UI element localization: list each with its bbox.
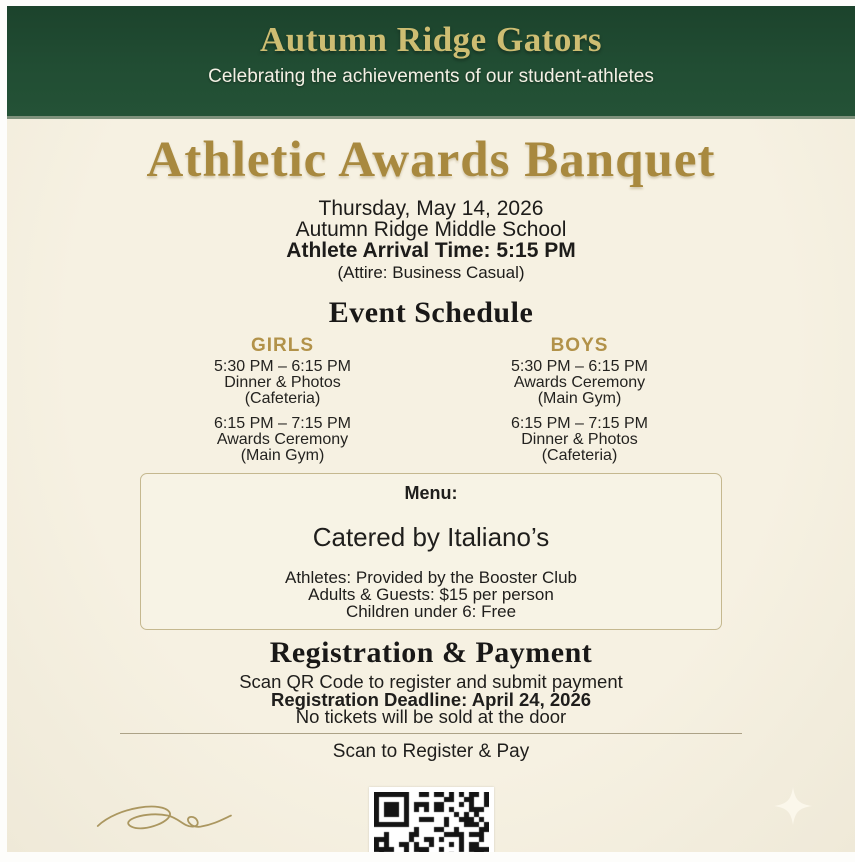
menu-line-adults: Adults & Guests: $15 per person [308, 585, 554, 604]
schedule-column-boys [431, 336, 728, 464]
time-range: 5:30 PM – 6:15 PM [214, 358, 351, 375]
page-title: Athletic Awards Banquet [146, 132, 716, 188]
event-schedule [134, 336, 728, 464]
divider [120, 733, 742, 734]
boys-label: BOYS [550, 335, 609, 356]
organization-name: Autumn Ridge Gators [259, 20, 603, 59]
boys-block-2 [431, 416, 728, 464]
activity: Dinner & Photos [521, 431, 638, 448]
event-info [7, 198, 855, 282]
arrival-time: Athlete Arrival Time: 5:15 PM [286, 239, 576, 262]
activity: Awards Ceremony [513, 374, 646, 391]
venue: (Main Gym) [240, 447, 325, 464]
event-date: Thursday, May 14, 2026 [318, 197, 544, 220]
girls-block-1 [134, 359, 431, 407]
no-tickets-note: No tickets will be sold at the door [295, 706, 567, 727]
boys-block-1 [431, 359, 728, 407]
activity: Dinner & Photos [224, 374, 341, 391]
menu-pricing [153, 569, 709, 620]
banquet-flyer [7, 6, 855, 852]
menu-line-children: Children under 6: Free [345, 602, 517, 621]
time-range: 6:15 PM – 7:15 PM [511, 415, 648, 432]
venue: (Cafeteria) [244, 390, 321, 407]
qr-code-icon [369, 787, 494, 853]
banner-subtitle: Celebrating the achievements of our student-athletes [208, 66, 654, 87]
menu-line-athletes: Athletes: Provided by the Booster Club [285, 568, 577, 587]
calligraphic-flourish-icon [95, 794, 233, 840]
registration-info [7, 673, 855, 726]
registration-heading: Registration & Payment [269, 636, 593, 669]
time-range: 6:15 PM – 7:15 PM [214, 415, 351, 432]
venue: (Cafeteria) [541, 447, 618, 464]
attire-note: (Attire: Business Casual) [337, 263, 525, 282]
menu-box [140, 473, 722, 630]
caterer-line: Catered by Italiano’s [312, 522, 550, 552]
sparkle-icon [773, 786, 813, 826]
qr-caption: Scan to Register & Pay [332, 740, 530, 762]
registration-deadline: Registration Deadline: April 24, 2026 [270, 688, 592, 710]
schedule-heading: Event Schedule [328, 296, 534, 329]
event-location: Autumn Ridge Middle School [295, 218, 567, 241]
venue: (Main Gym) [537, 390, 622, 407]
activity: Awards Ceremony [216, 431, 349, 448]
menu-heading: Menu: [404, 483, 458, 503]
girls-block-2 [134, 416, 431, 464]
header-banner [7, 6, 855, 119]
schedule-column-girls [134, 336, 431, 464]
time-range: 5:30 PM – 6:15 PM [511, 358, 648, 375]
girls-label: GIRLS [250, 335, 315, 356]
registration-instruction: Scan QR Code to register and submit payment [239, 671, 623, 692]
